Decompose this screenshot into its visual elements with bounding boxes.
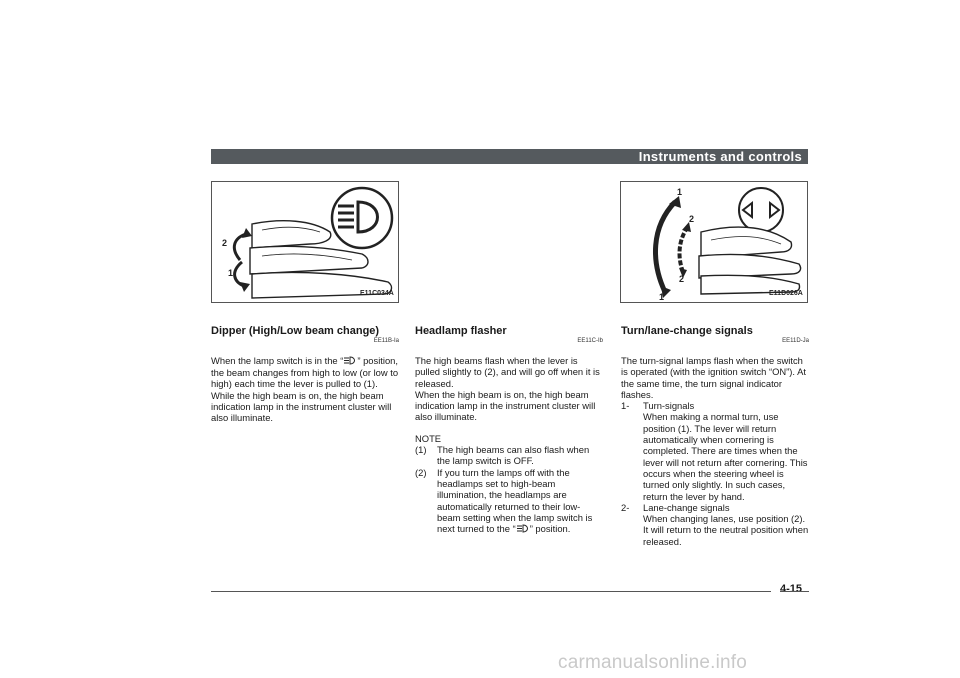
turn-signal-lever-illustration: [621, 182, 807, 302]
turn-signal-section: [621, 325, 809, 547]
list-item: 1- Turn-signals When making a normal turn, use position (1). The lever will return automatically when cornering is completed. There are times when the lever will not return after cornering. This occurs when the steering wheel is turned only slightly. In such cases, return the lever by hand.: [621, 400, 808, 502]
paragraph: The high beams flash when the lever is pulled slightly to (2), and will go off when it is released.: [415, 355, 600, 389]
footer-rule: [211, 591, 771, 592]
position-2-label: 2: [222, 238, 228, 248]
figure-code: E11D026A: [769, 290, 803, 297]
position-2-top-label: 2: [689, 214, 695, 224]
position-2-bottom-label: 2: [679, 274, 685, 284]
paragraph: The turn-signal lamps flash when the switch is operated (with the ignition switch “ON”). At the same time, the turn signal indicator flashes.: [621, 355, 806, 400]
turn-signal-figure: [620, 181, 808, 303]
position-1-top-label: 1: [677, 187, 683, 197]
section-code: EE11D-Ja: [782, 338, 809, 344]
headlamp-icon: [343, 356, 357, 367]
flasher-section: [415, 325, 603, 535]
signal-list: [621, 400, 809, 547]
position-1-label: 1: [228, 268, 234, 278]
list-item: 2- Lane-change signals When changing lanes, use position (2). It will return to the neutral position when released.: [621, 501, 809, 547]
footer-rule-right: [780, 591, 809, 592]
section-title: Headlamp flasher: [415, 325, 507, 337]
note-label: NOTE: [415, 432, 442, 444]
note-list: [415, 444, 603, 535]
section-body: When the lamp switch is in the “ ” position, the beam changes from high to low (or low to high) each time the lever is pulled to (1). While the high beam is on, the high beam indication lamp in the instrument cluster will also illuminate.: [211, 355, 399, 424]
position-1-bottom-label: 1: [659, 292, 665, 302]
section-code: EE11C-Ib: [577, 338, 603, 344]
section-title: Dipper (High/Low beam change): [211, 325, 380, 337]
section-code: EE11B-Ia: [373, 338, 399, 344]
list-item: (2) If you turn the lamps off with the headlamps set to high-beam illumination, the headlamps are automatically returned to their low-beam setting when the lamp switch is next turned to the “ ” position.: [415, 466, 593, 535]
watermark: carmanualsonline.info: [558, 652, 748, 673]
dipper-section: [211, 325, 399, 424]
dipper-figure: [211, 181, 399, 303]
figure-code: E11C034A: [360, 290, 394, 297]
list-item: (1) The high beams can also flash when the lamp switch is OFF.: [415, 444, 590, 467]
dipper-lever-illustration: [212, 182, 398, 302]
section-title: Turn/lane-change signals: [621, 325, 753, 337]
paragraph: When the high beam is on, the high beam indication lamp in the instrument cluster will also illuminate.: [415, 388, 596, 423]
section-header: Instruments and controls: [211, 149, 808, 164]
headlamp-icon: [516, 524, 530, 535]
page-number: 4-15: [780, 583, 803, 595]
